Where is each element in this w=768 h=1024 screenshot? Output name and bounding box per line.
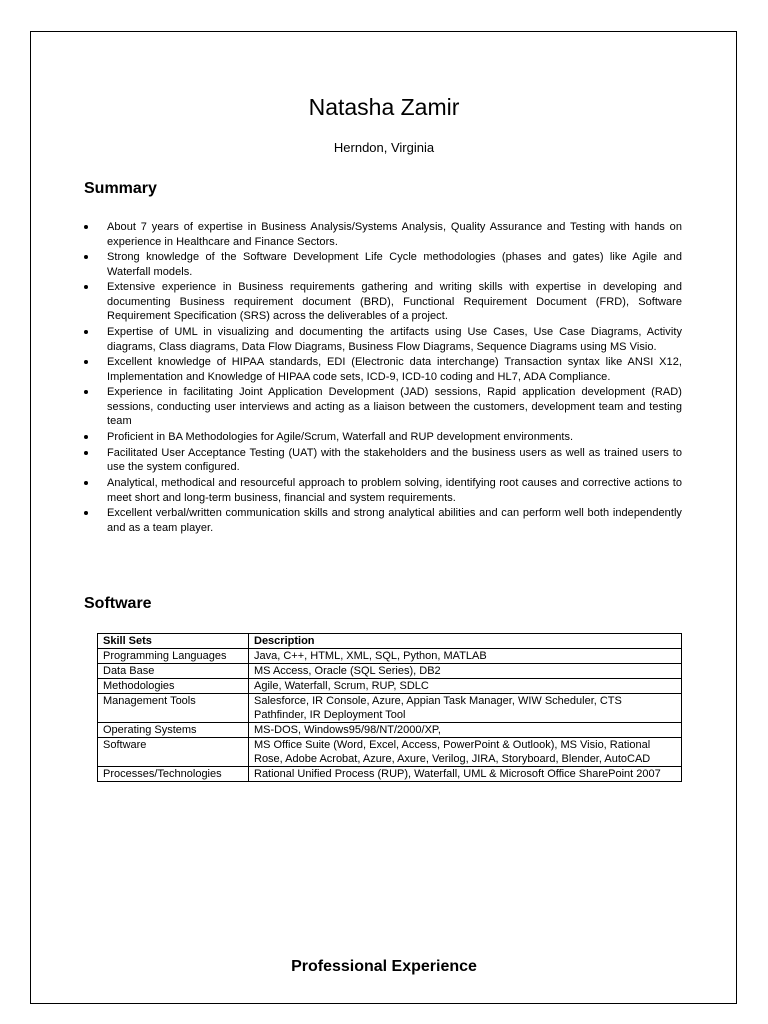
- bullet-icon: [84, 390, 88, 394]
- table-row: [98, 664, 682, 679]
- bullet-icon: [84, 225, 88, 229]
- skill-set-cell: Operating Systems: [98, 723, 249, 738]
- skill-set-cell: Software: [98, 738, 249, 767]
- list-item: [84, 250, 682, 279]
- list-item: [84, 506, 682, 535]
- summary-item-text: Strong knowledge of the Software Development Life Cycle methodologies (phases and gates) like Agile and Waterfall models.: [107, 251, 682, 278]
- summary-list: [84, 220, 682, 536]
- description-cell: MS Office Suite (Word, Excel, Access, PowerPoint & Outlook), MS Visio, Rational Rose, Adobe Acrobat, Azure, Axure, Verilog, JIRA, Storyboard, Blender, AutoCAD: [249, 738, 682, 767]
- summary-item-text: About 7 years of expertise in Business Analysis/Systems Analysis, Quality Assurance and Testing with hands on experience in Healthcare and Finance Sectors.: [107, 221, 682, 248]
- bullet-icon: [84, 511, 88, 515]
- summary-item-text: Extensive experience in Business requirements gathering and writing skills with expertise in developing and documenting Business requirement document (BRD), Functional Requirement Document (FRD), Software Requirement Specification (SRS) across the deliverables of a project.: [107, 281, 682, 323]
- bullet-icon: [84, 451, 88, 455]
- table-row: [98, 767, 682, 782]
- bullet-icon: [84, 255, 88, 259]
- summary-item-text: Analytical, methodical and resourceful approach to problem solving, identifying root causes and corrective actions to meet short and long-term business, financial and system requirements.: [107, 477, 682, 504]
- bullet-icon: [84, 360, 88, 364]
- skill-set-cell: Processes/Technologies: [98, 767, 249, 782]
- skill-set-cell: Methodologies: [98, 679, 249, 694]
- resume-location: Herndon, Virginia: [333, 140, 435, 155]
- description-cell: Rational Unified Process (RUP), Waterfall, UML & Microsoft Office SharePoint 2007: [249, 767, 682, 782]
- resume-name: Natasha Zamir: [308, 94, 460, 120]
- table-row: [98, 679, 682, 694]
- summary-item-text: Proficient in BA Methodologies for Agile/Scrum, Waterfall and RUP development environments.: [107, 431, 574, 444]
- bullet-icon: [84, 330, 88, 334]
- bullet-icon: [84, 435, 88, 439]
- table-row: [98, 649, 682, 664]
- list-item: [84, 220, 682, 249]
- list-item: [84, 280, 682, 324]
- column-header-skill-sets: Skill Sets: [98, 634, 249, 649]
- list-item: [84, 385, 682, 429]
- table-row: [98, 723, 682, 738]
- list-item: [84, 446, 682, 475]
- table-row: [98, 738, 682, 767]
- bullet-icon: [84, 285, 88, 289]
- table-row: [98, 694, 682, 723]
- description-cell: MS Access, Oracle (SQL Series), DB2: [249, 664, 682, 679]
- professional-experience-heading: Professional Experience: [291, 958, 477, 975]
- list-item: [84, 325, 682, 354]
- column-header-description: Description: [249, 634, 682, 649]
- skill-set-cell: Data Base: [98, 664, 249, 679]
- list-item: [84, 476, 682, 505]
- table-header-row: [98, 634, 682, 649]
- description-cell: MS-DOS, Windows95/98/NT/2000/XP,: [249, 723, 682, 738]
- summary-heading: Summary: [84, 180, 157, 197]
- list-item: [84, 355, 682, 384]
- list-item: [84, 430, 682, 445]
- summary-item-text: Expertise of UML in visualizing and documenting the artifacts using Use Cases, Use Case Diagrams, Activity diagrams, Class diagrams, Data Flow Diagrams, Business Flow Diagrams, Sequence Diagrams using MS Visio.: [107, 326, 682, 353]
- bullet-icon: [84, 481, 88, 485]
- skill-set-cell: Management Tools: [98, 694, 249, 723]
- skills-table: [97, 633, 682, 782]
- description-cell: Salesforce, IR Console, Azure, Appian Task Manager, WIW Scheduler, CTS Pathfinder, IR Deployment Tool: [249, 694, 682, 723]
- summary-item-text: Experience in facilitating Joint Application Development (JAD) sessions, Rapid application development (RAD) sessions, conducting user interviews and acting as a liaison between the customers, development team and testing team: [107, 386, 682, 428]
- description-cell: Java, C++, HTML, XML, SQL, Python, MATLAB: [249, 649, 682, 664]
- summary-item-text: Excellent knowledge of HIPAA standards, EDI (Electronic data interchange) Transaction syntax like ANSI X12, Implementation and Knowledge of HIPAA code sets, ICD-9, ICD-10 coding and HL7, ADA Compliance.: [107, 356, 682, 383]
- software-heading: Software: [84, 595, 152, 612]
- skill-set-cell: Programming Languages: [98, 649, 249, 664]
- description-cell: Agile, Waterfall, Scrum, RUP, SDLC: [249, 679, 682, 694]
- summary-item-text: Excellent verbal/written communication skills and strong analytical abilities and can perform well both independently and as a team player.: [107, 507, 682, 534]
- summary-item-text: Facilitated User Acceptance Testing (UAT) with the stakeholders and the business users as well as trained users to use the system configured.: [107, 446, 682, 474]
